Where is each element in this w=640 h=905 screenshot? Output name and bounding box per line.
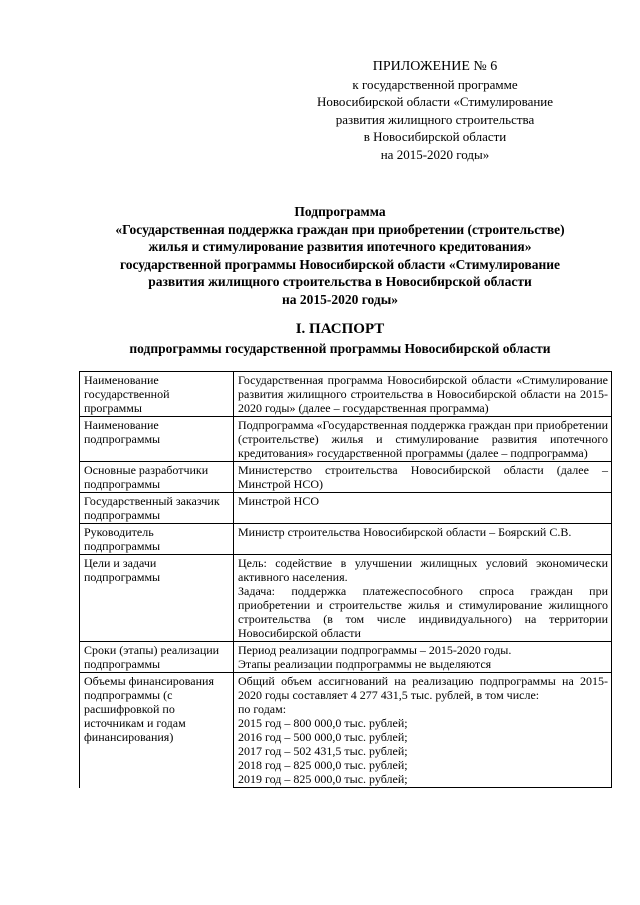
row-value-paragraph: Министр строительства Новосибирской области – Боярский С.В. <box>238 525 572 539</box>
row-value-paragraph: Задача: поддержка платежеспособного спроса граждан при приобретении и строительстве жилья и стимулирование жилищного строительства (в том числе индивидуального) на территории Новосибирской области <box>238 584 608 640</box>
subprogram-title-line: развития жилищного строительства в Новосибирской области <box>148 274 532 289</box>
row-value-paragraph: Министерство строительства Новосибирской области (далее – Минстрой НСО) <box>238 463 608 491</box>
table-row <box>80 372 612 417</box>
row-value-paragraph: Минстрой НСО <box>238 494 319 508</box>
appendix-line: развития жилищного строительства <box>335 111 535 127</box>
passport-heading: I. ПАСПОРТ <box>295 321 385 337</box>
row-label: Наименование государственной программы <box>80 372 234 417</box>
table-row <box>80 673 612 788</box>
appendix-line: к государственной программе <box>352 76 518 92</box>
row-value-paragraph: Период реализации подпрограммы – 2015-2020 годы. <box>238 643 512 657</box>
table-row <box>80 555 612 642</box>
row-value-paragraph: 2015 год – 800 000,0 тыс. рублей; <box>238 716 408 730</box>
row-value <box>234 555 612 642</box>
row-value <box>234 493 612 524</box>
subprogram-title <box>60 203 620 308</box>
row-label: Государственный заказчик подпрограммы <box>80 493 234 524</box>
subprogram-title-line: на 2015-2020 годы» <box>281 291 399 307</box>
passport-table <box>79 371 612 788</box>
row-label: Наименование подпрограммы <box>80 417 234 462</box>
passport-heading-block <box>60 320 620 358</box>
row-value <box>234 673 612 788</box>
row-value <box>234 372 612 417</box>
appendix-line: в Новосибирской области <box>363 129 507 144</box>
appendix-line: Новосибирской области «Стимулирование <box>316 94 554 109</box>
row-value <box>234 417 612 462</box>
table-row <box>80 493 612 524</box>
row-label: Объемы финансирования подпрограммы (с расшифровкой по источникам и годам финансирования) <box>80 673 234 788</box>
row-value <box>234 524 612 555</box>
row-value-paragraph: Подпрограмма «Государственная поддержка граждан при приобретении (строительстве) жилья и стимулирование развития ипотечного кредитования» государственной программы (далее – подпрограмма) <box>238 418 608 460</box>
row-label: Цели и задачи подпрограммы <box>80 555 234 642</box>
row-value-paragraph: 2018 год – 825 000,0 тыс. рублей; <box>238 758 408 772</box>
table-row <box>80 417 612 462</box>
row-label: Основные разработчики подпрограммы <box>80 462 234 493</box>
row-value-paragraph: Государственная программа Новосибирской области «Стимулирование развития жилищного строительства в Новосибирской области на 2015-2020 годы» (далее – государственная программа) <box>238 373 608 415</box>
row-value-paragraph: Этапы реализации подпрограммы не выделяются <box>238 657 492 671</box>
appendix-header <box>300 58 570 163</box>
passport-subheading: подпрограммы государственной программы Новосибирской области <box>129 341 551 356</box>
table-row <box>80 462 612 493</box>
row-value-paragraph: Общий объем ассигнований на реализацию подпрограммы на 2015-2020 годы составляет 4 277 431,5 тыс. рублей, в том числе: <box>238 674 608 702</box>
appendix-title: ПРИЛОЖЕНИЕ № 6 <box>372 59 498 74</box>
row-value-paragraph: по годам: <box>238 702 287 716</box>
row-label: Руководитель подпрограммы <box>80 524 234 555</box>
row-value-paragraph: 2019 год – 825 000,0 тыс. рублей; <box>238 772 408 786</box>
row-value-paragraph: 2016 год – 500 000,0 тыс. рублей; <box>238 730 408 744</box>
appendix-line: на 2015-2020 годы» <box>380 146 490 162</box>
row-value <box>234 462 612 493</box>
subprogram-title-line: жилья и стимулирование развития ипотечного кредитования» <box>148 239 532 254</box>
row-value-paragraph: 2017 год – 502 431,5 тыс. рублей; <box>238 744 408 758</box>
subprogram-title-line: «Государственная поддержка граждан при приобретении (строительстве) <box>115 221 565 237</box>
subprogram-title-line: Подпрограмма <box>294 204 386 219</box>
table-row <box>80 642 612 673</box>
row-label: Сроки (этапы) реализации подпрограммы <box>80 642 234 673</box>
row-value-paragraph: Цель: содействие в улучшении жилищных условий экономически активного населения. <box>238 556 608 584</box>
subprogram-title-line: государственной программы Новосибирской области «Стимулирование <box>119 256 561 272</box>
table-row <box>80 524 612 555</box>
row-value <box>234 642 612 673</box>
